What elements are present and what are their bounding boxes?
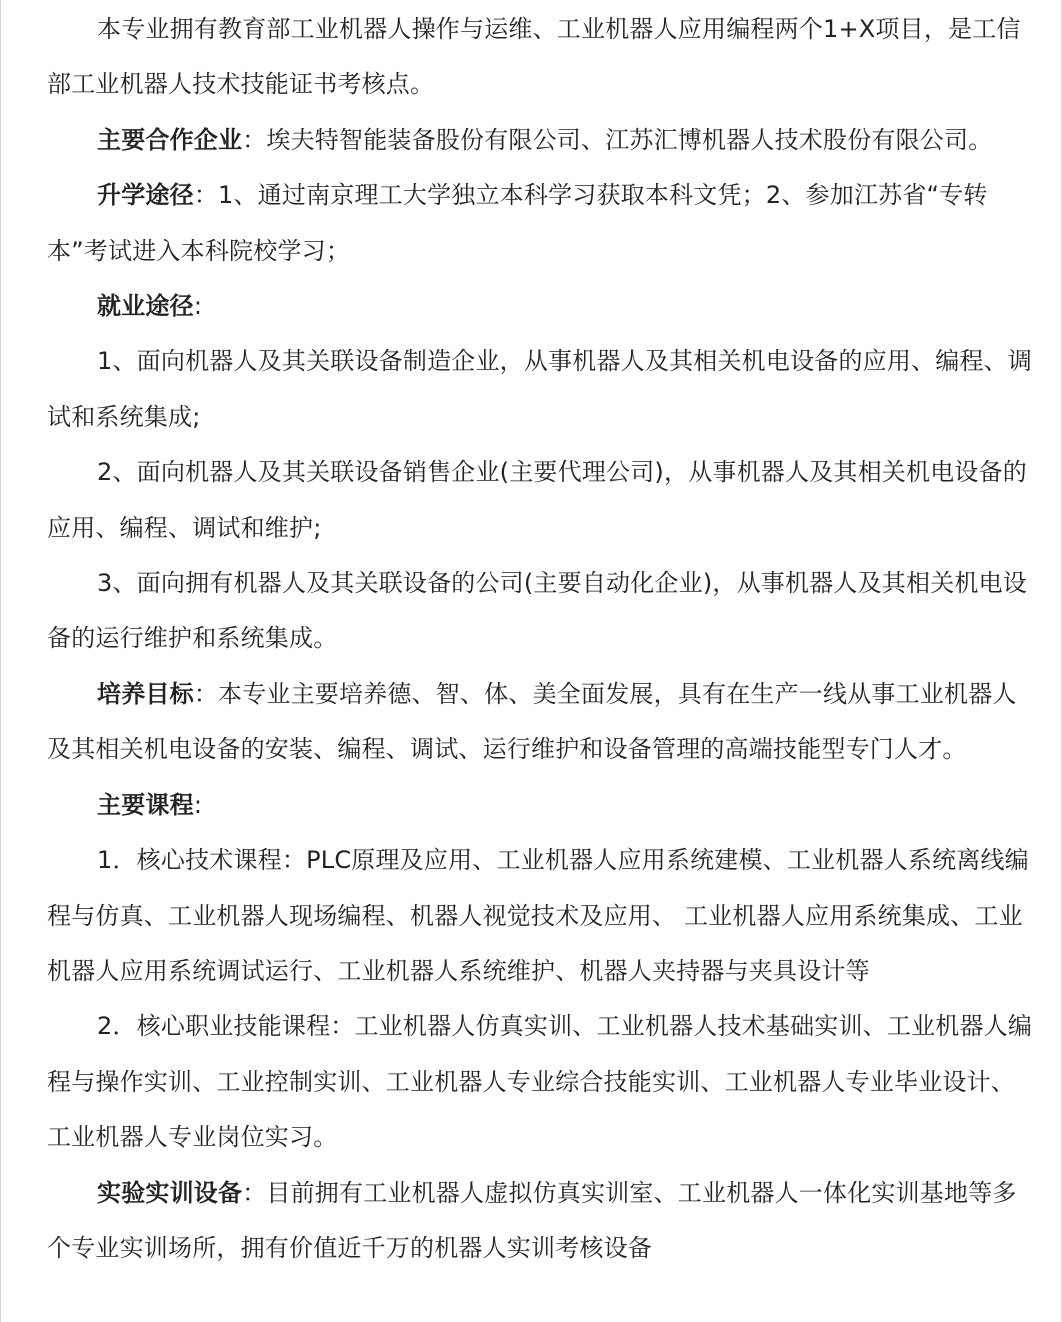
paragraph-core-skill-courses <box>47 999 1035 1165</box>
paragraph-training-goal <box>47 667 1035 778</box>
paragraph-courses <box>47 778 1035 833</box>
paragraph-lab-equipment <box>47 1166 1035 1277</box>
paragraph-text: ：1、通过南京理工大学独立本科学习获取本科文凭；2、参加江苏省“专转本”考试进入本科院校学习； <box>47 181 988 265</box>
paragraph-text: 1．核心技术课程：PLC原理及应用、工业机器人应用系统建模、工业机器人系统离线编程与仿真、工业机器人现场编程、机器人视觉技术及应用、 工业机器人应用系统集成、工业机器人应用系统调试运行、工业机器人系统维护、机器人夹持器与夹具设计等 <box>47 846 1029 985</box>
paragraph-text: ：本专业主要培养德、智、体、美全面发展，具有在生产一线从事工业机器人及其相关机电设备的安装、编程、调试、运行维护和设备管理的高端技能型专门人才。 <box>47 679 1017 764</box>
paragraph-certification <box>47 2 1035 113</box>
paragraph-text: 2．核心职业技能课程：工业机器人仿真实训、工业机器人技术基础实训、工业机器人编程与操作实训、工业控制实训、工业机器人专业综合技能实训、工业机器人专业毕业设计、工业机器人专业岗位实习。 <box>47 1012 1033 1152</box>
paragraph-further-study <box>47 168 1035 279</box>
heading-training-goal: 培养目标 <box>97 679 194 708</box>
paragraph-text: ：埃夫特智能装备股份有限公司、江苏汇博机器人技术股份有限公司。 <box>242 125 993 154</box>
paragraph-text: : <box>193 790 203 819</box>
document-body <box>47 2 1035 1276</box>
paragraph-core-tech-courses <box>47 833 1035 999</box>
paragraph-text: 1、面向机器人及其关联设备制造企业，从事机器人及其相关机电设备的应用、编程、调试和系统集成; <box>47 347 1033 431</box>
heading-lab-equipment: 实验实训设备 <box>97 1178 243 1207</box>
paragraph-employment-2 <box>47 445 1035 556</box>
heading-employment: 就业途径 <box>97 292 194 321</box>
paragraph-text: 3、面向拥有机器人及其关联设备的公司(主要自动化企业)，从事机器人及其相关机电设备的运行维护和系统集成。 <box>47 569 1027 653</box>
paragraph-employment-3 <box>47 556 1035 667</box>
heading-courses: 主要课程 <box>97 790 194 819</box>
paragraph-text: : <box>193 292 203 321</box>
paragraph-employment <box>47 279 1035 334</box>
paragraph-text: ：目前拥有工业机器人虚拟仿真实训室、工业机器人一体化实训基地等多个专业实训场所，拥有价值近千万的机器人实训考核设备 <box>47 1178 1017 1262</box>
heading-further-study: 升学途径 <box>97 181 194 210</box>
paragraph-text: 2、面向机器人及其关联设备销售企业(主要代理公司)，从事机器人及其相关机电设备的应用、编程、调试和维护; <box>47 458 1027 542</box>
paragraph-text: 本专业拥有教育部工业机器人操作与运维、工业机器人应用编程两个1+X项目，是工信部工业机器人技术技能证书考核点。 <box>47 15 1021 99</box>
paragraph-employment-1 <box>47 334 1035 445</box>
paragraph-partners <box>47 113 1035 168</box>
heading-partners: 主要合作企业 <box>97 125 243 154</box>
